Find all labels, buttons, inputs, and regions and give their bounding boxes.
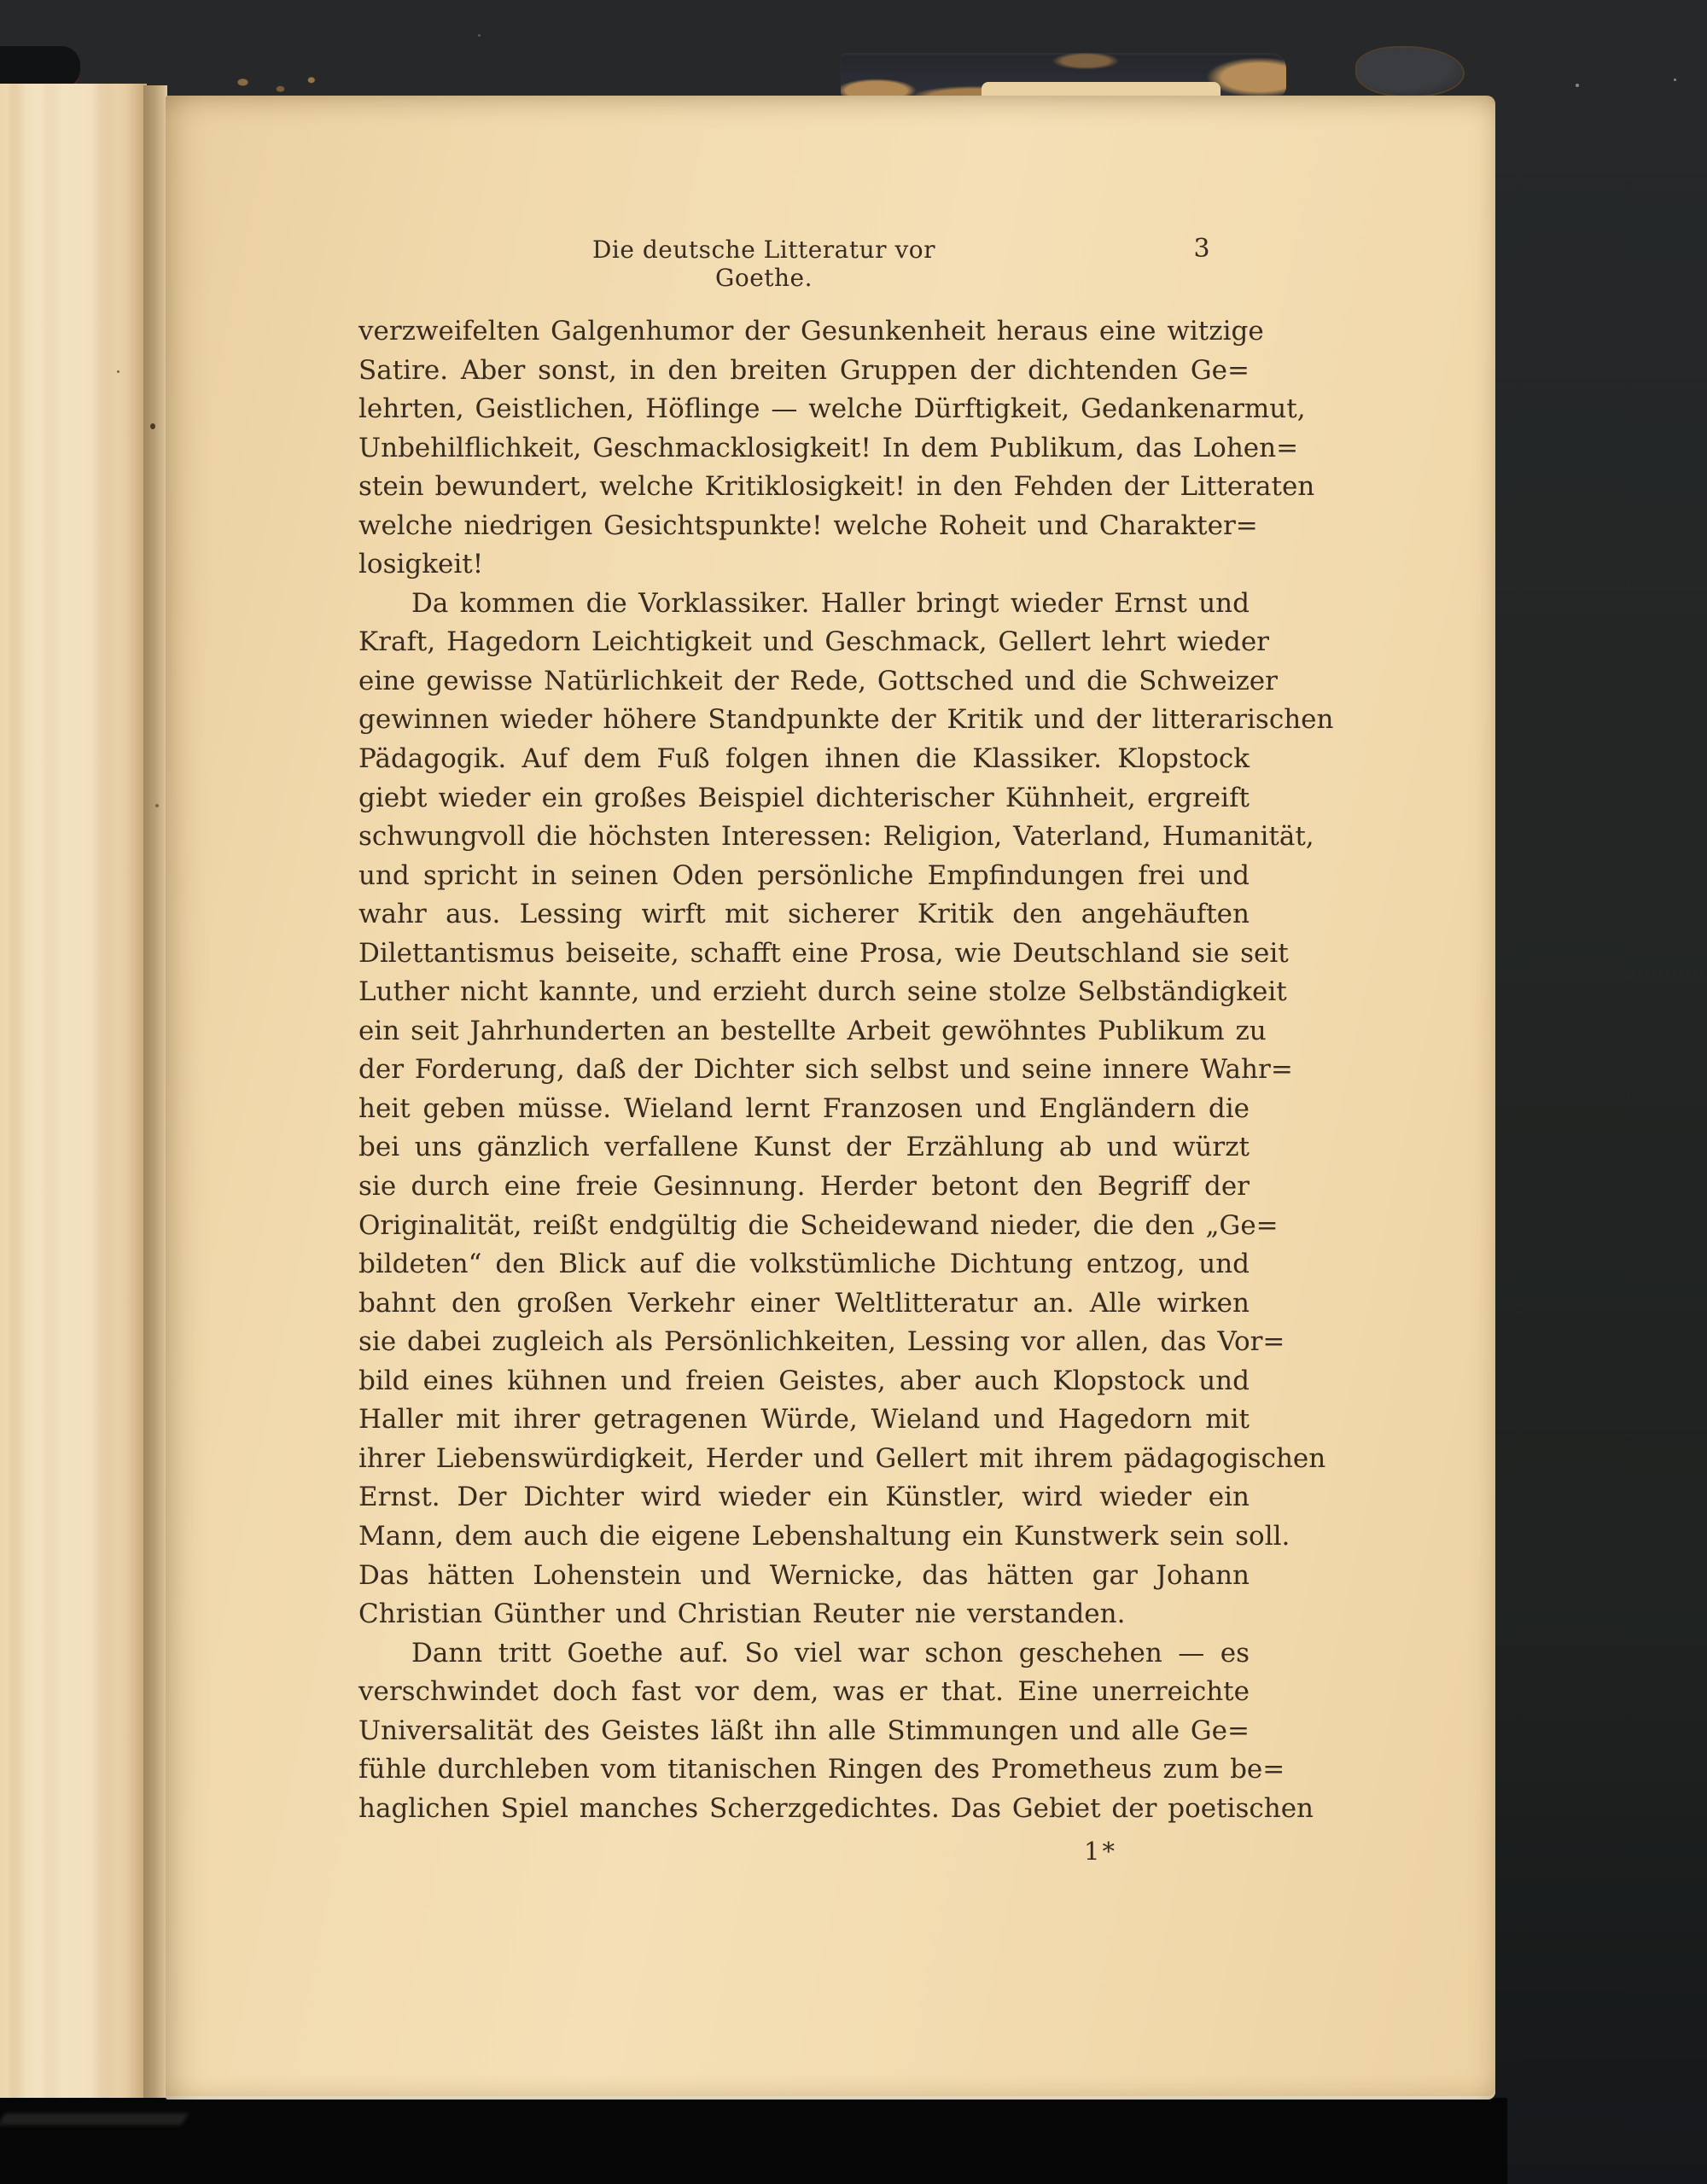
text-line: Das hätten Lohenstein und Wernicke, das hätten gar Johann: [358, 1559, 1250, 1591]
text-line: haglichen Spiel manches Scherzgedichtes. Das Gebiet der poetischen: [358, 1792, 1314, 1824]
dust-speck: [1576, 84, 1579, 87]
signature-mark: 1*: [1084, 1837, 1117, 1866]
text-line: schwungvoll die höchsten Interessen: Religion, Vaterland, Humanität,: [358, 821, 1314, 853]
text-line: eine gewisse Natürlichkeit der Rede, Gottsched und die Schweizer: [358, 665, 1278, 696]
text-line: ihrer Liebenswürdigkeit, Herder und Gellert mit ihrem pädagogischen: [358, 1442, 1326, 1474]
text-line: Dann tritt Goethe auf. So viel war schon geschehen — es: [411, 1637, 1250, 1669]
surface-scratch: [0, 2113, 189, 2125]
page-number: 3: [1193, 234, 1210, 264]
text-line: giebt wieder ein großes Beispiel dichterischer Kühnheit, ergreift: [358, 782, 1250, 813]
text-line: stein bewundert, welche Kritiklosigkeit! in den Fehden der Litteraten: [358, 471, 1315, 503]
text-line: und spricht in seinen Oden persönliche Empfindungen frei und: [358, 859, 1250, 891]
text-line: sie durch eine freie Gesinnung. Herder betont den Begriff der: [358, 1171, 1250, 1203]
text-line: Mann, dem auch die eigene Lebenshaltung ein Kunstwerk sein soll.: [358, 1520, 1290, 1552]
book-cover-corner: [0, 46, 80, 87]
text-line: verzweifelten Galgenhumor der Gesunkenheit heraus eine witzige: [358, 316, 1264, 347]
text-line: Haller mit ihrer getragenen Würde, Wieland und Hagedorn mit: [358, 1404, 1250, 1436]
text-line: Christian Günther und Christian Reuter nie verstanden.: [358, 1599, 1126, 1630]
text-line: bahnt den großen Verkehr einer Weltlitteratur an. Alle wirken: [358, 1287, 1250, 1319]
text-line: lehrten, Geistlichen, Höflinge — welche Dürftigkeit, Gedankenarmut,: [358, 393, 1306, 425]
text-line: fühle durchleben vom titanischen Ringen des Prometheus zum be=: [358, 1754, 1285, 1785]
text-line: heit geben müsse. Wieland lernt Franzosen und Engländern die: [358, 1092, 1250, 1124]
book-cover-wear-patch: [1357, 48, 1463, 96]
book-cover-wear-specks: [229, 73, 323, 96]
page-edge-undulations: [0, 84, 147, 2098]
text-line: bei uns gänzlich verfallene Kunst der Erzählung ab und würzt: [358, 1132, 1250, 1163]
ink-speck: [150, 423, 155, 429]
text-line: Ernst. Der Dichter wird wieder ein Künstler, wird wieder ein: [358, 1482, 1250, 1513]
text-line: bild eines kühnen und freien Geistes, aber auch Klopstock und: [358, 1365, 1250, 1396]
text-line: Kraft, Hagedorn Leichtigkeit und Geschmack, Gellert lehrt wieder: [358, 626, 1269, 658]
text-line: bildeten“ den Blick auf die volkstümliche Dichtung entzog, und: [358, 1249, 1250, 1280]
text-line: der Forderung, daß der Dichter sich selbst und seine innere Wahr=: [358, 1054, 1293, 1086]
dust-speck: [1674, 79, 1676, 81]
ink-speck: [117, 370, 119, 373]
running-title: Die deutsche Litteratur vor Goethe.: [591, 236, 936, 292]
text-block: [358, 312, 1334, 1828]
text-line: losigkeit!: [358, 549, 484, 580]
text-line: ein seit Jahrhunderten an bestellte Arbeit gewöhntes Publikum zu: [358, 1015, 1267, 1046]
text-line: gewinnen wieder höhere Standpunkte der Kritik und der litterarischen: [358, 704, 1334, 736]
text-line: Dilettantismus beiseite, schafft eine Prosa, wie Deutschland sie seit: [358, 937, 1289, 969]
text-line: Luther nicht kannte, und erzieht durch seine stolze Selbständigkeit: [358, 976, 1287, 1008]
text-line: Universalität des Geistes läßt ihn alle Stimmungen und alle Ge=: [358, 1715, 1250, 1746]
text-line: wahr aus. Lessing wirft mit sicherer Kritik den angehäuften: [358, 899, 1250, 930]
previous-pages-edge-stack: [0, 84, 147, 2098]
text-line: Pädagogik. Auf dem Fuß folgen ihnen die Klassiker. Klopstock: [358, 743, 1250, 775]
gutter-groove: [143, 85, 167, 2098]
text-line: welche niedrigen Gesichtspunkte! welche Roheit und Charakter=: [358, 510, 1258, 541]
shadow-under-book: [0, 2098, 1507, 2184]
ink-speck: [155, 804, 159, 807]
text-line: verschwindet doch fast vor dem, was er that. Eine unerreichte: [358, 1676, 1250, 1708]
text-line: Unbehilflichkeit, Geschmacklosigkeit! In dem Publikum, das Lohen=: [358, 432, 1299, 463]
text-line: Satire. Aber sonst, in den breiten Gruppen der dichtenden Ge=: [358, 354, 1250, 386]
dust-speck: [478, 34, 481, 37]
text-line: sie dabei zugleich als Persönlichkeiten, Lessing vor allen, das Vor=: [358, 1326, 1285, 1358]
text-line: Da kommen die Vorklassiker. Haller bringt wieder Ernst und: [411, 587, 1250, 619]
text-line: Originalität, reißt endgültig die Scheidewand nieder, die den „Ge=: [358, 1209, 1279, 1241]
